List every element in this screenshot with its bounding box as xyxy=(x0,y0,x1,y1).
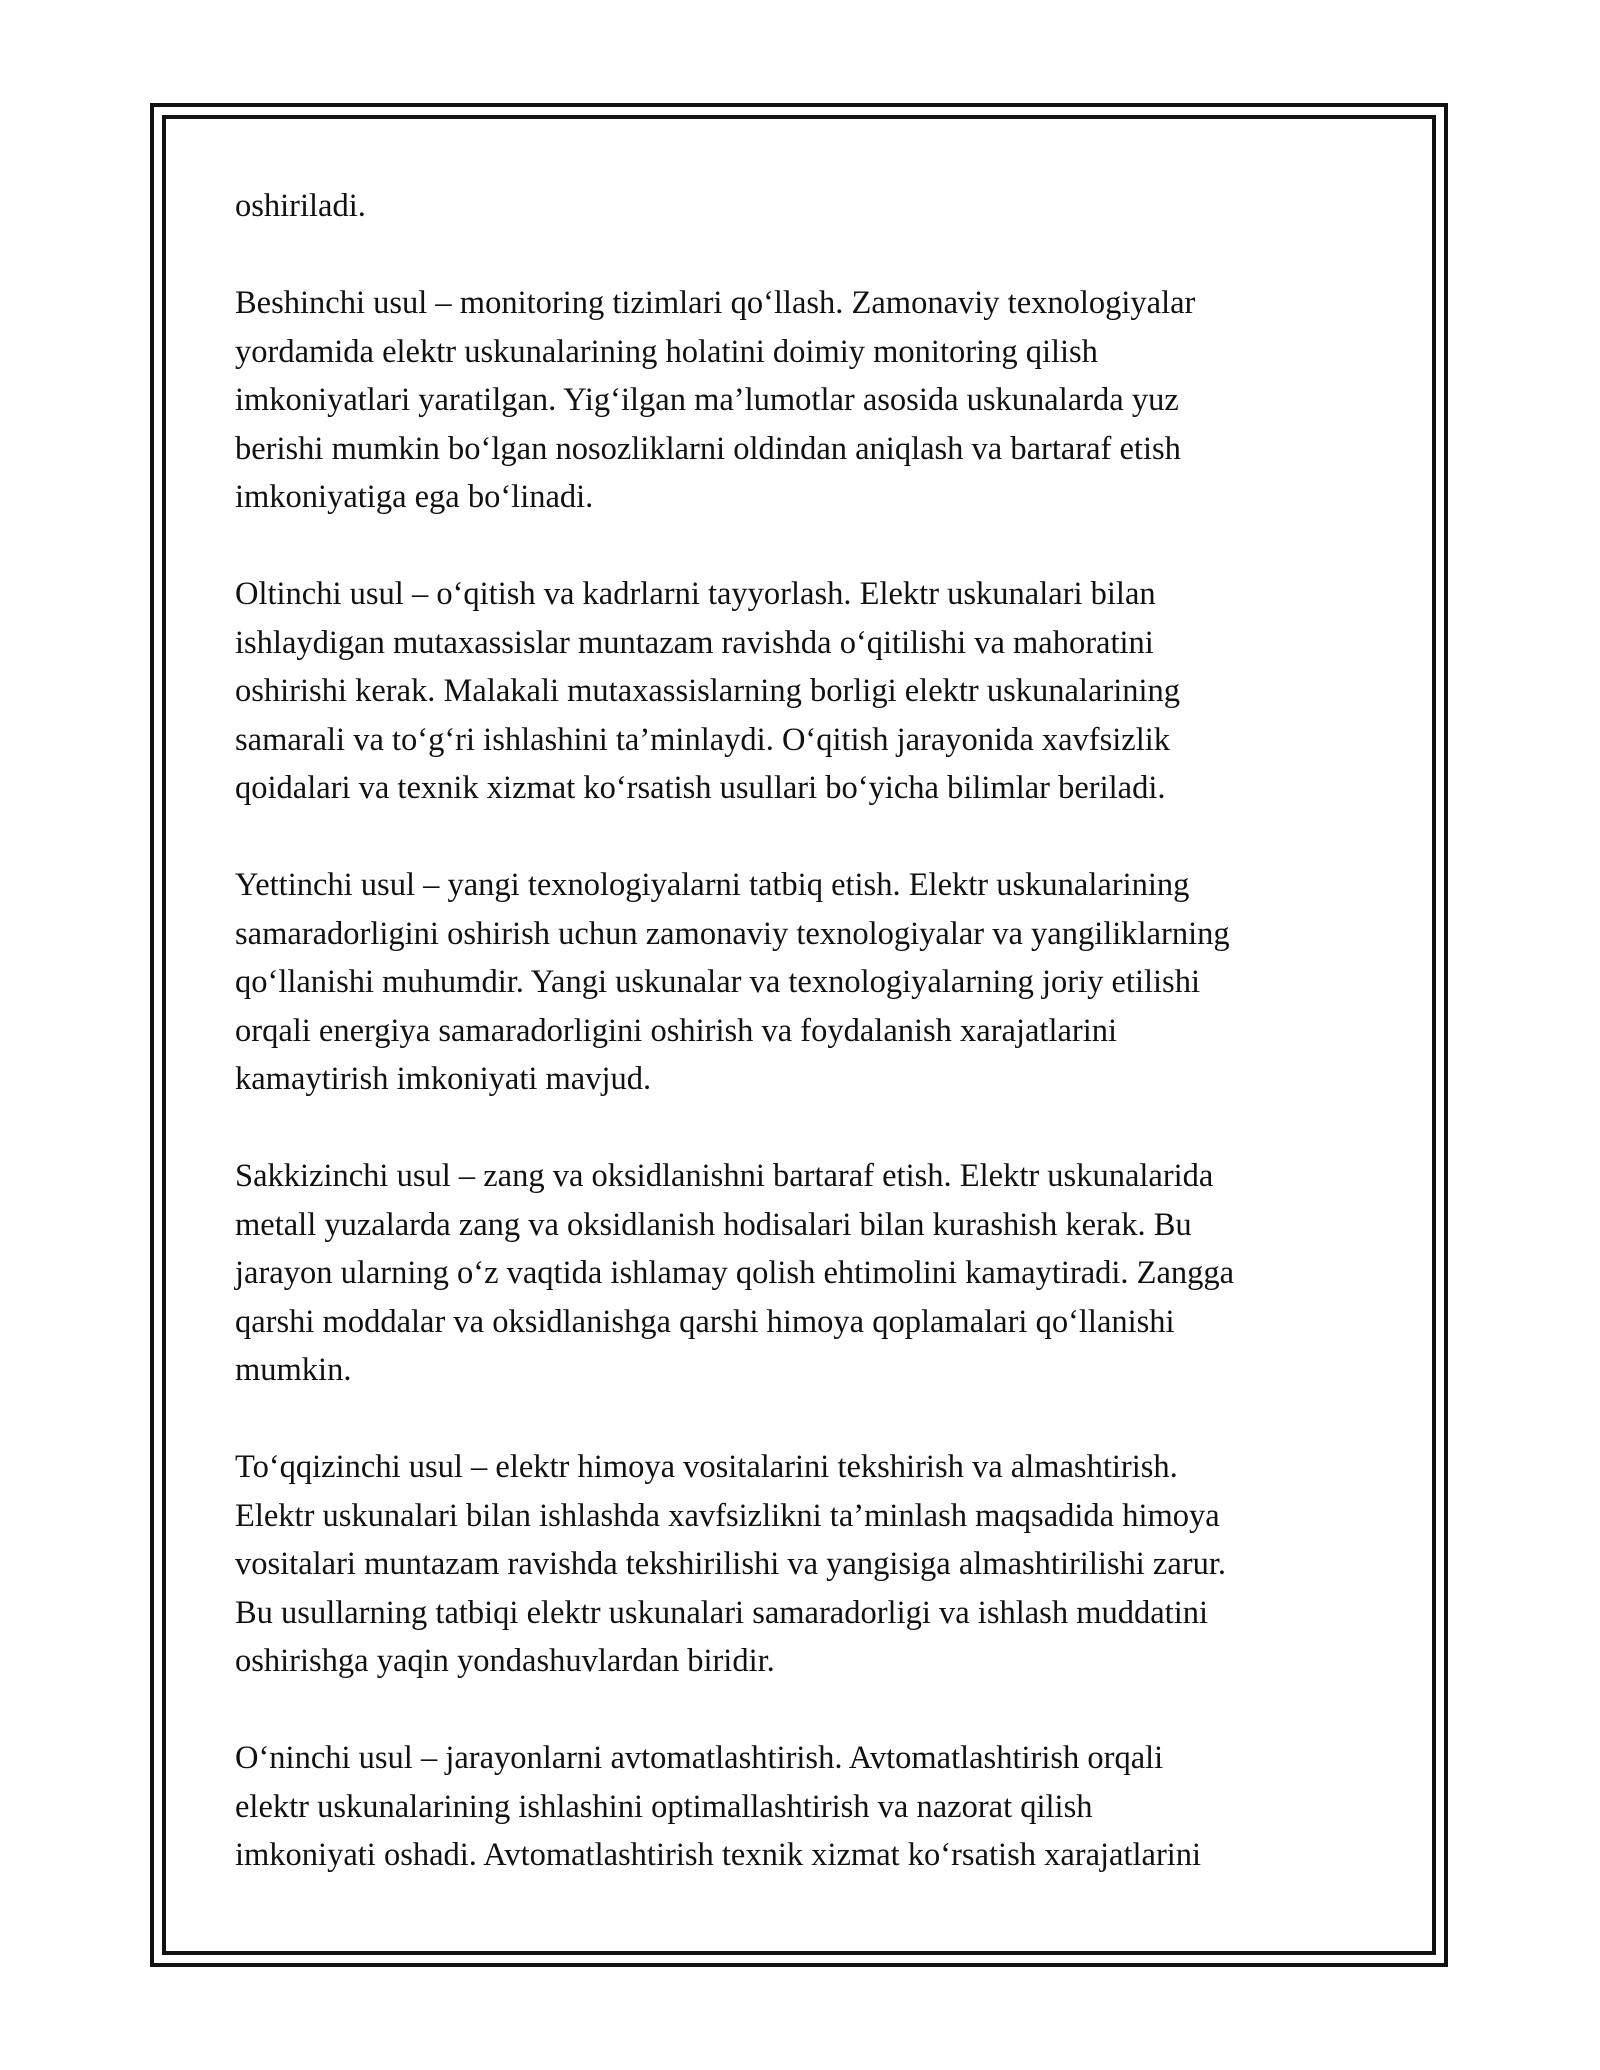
paragraph-method-9: To‘qqizinchi usul – elektr himoya vositalarini tekshirish va almashtirish. Elektr uskunalari bilan ishlashda xavfsizlikni ta’minlash maqsadida himoya vositalari muntazam ravishda tekshirilishi va yangisiga almashtirilishi zarur. Bu usullarning tatbiqi elektr uskunalari samaradorligi va ishlash muddatini oshirishga yaqin yondashuvlardan biridir. xyxy=(235,1449,1227,1679)
paragraph-method-5: Beshinchi usul – monitoring tizimlari qo‘llash. Zamonaviy texnologiyalar yordamida elektr uskunalarining holatini doimiy monitoring qilish imkoniyatlari yaratilgan. Yig‘ilgan ma’lumotlar asosida uskunalarda yuz berishi mumkin bo‘lgan nosozliklarni oldindan aniqlash va bartaraf etish imkoniyatiga ega bo‘linadi. xyxy=(235,285,1196,515)
paragraph-method-7: Yettinchi usul – yangi texnologiyalarni tatbiq etish. Elektr uskunalarining samaradorligini oshirish uchun zamonaviy texnologiyalar va yangiliklarning qo‘llanishi muhumdir. Yangi uskunalar va texnologiyalarning joriy etilishi orqali energiya samaradorligini oshirish va foydalanish xarajatlarini kamaytirish imkoniyati mavjud. xyxy=(235,867,1230,1097)
document-body xyxy=(235,182,1375,1880)
paragraph-continuation: oshiriladi. xyxy=(235,188,366,224)
paragraph-method-6: Oltinchi usul – o‘qitish va kadrlarni tayyorlash. Elektr uskunalari bilan ishlaydigan mutaxassislar muntazam ravishda o‘qitilishi va mahoratini oshirishi kerak. Malakali mutaxassislarning borligi elektr uskunalarining samarali va to‘g‘ri ishlashini ta’minlaydi. O‘qitish jarayonida xavfsizlik qoidalari va texnik xizmat ko‘rsatish usullari bo‘yicha bilimlar beriladi. xyxy=(235,576,1181,806)
paragraph-method-8: Sakkizinchi usul – zang va oksidlanishni bartaraf etish. Elektr uskunalarida metall yuzalarda zang va oksidlanish hodisalari bilan kurashish kerak. Bu jarayon ularning o‘z vaqtida ishlamay qolish ehtimolini kamaytiradi. Zangga qarshi moddalar va oksidlanishga qarshi himoya qoplamalari qo‘llanishi mumkin. xyxy=(235,1158,1235,1388)
paragraph-method-10: O‘ninchi usul – jarayonlarni avtomatlashtirish. Avtomatlashtirish orqali elektr uskunalarining ishlashini optimallashtirish va nazorat qilish imkoniyati oshadi. Avtomatlashtirish texnik xizmat ko‘rsatish xarajatlarini xyxy=(235,1740,1202,1873)
